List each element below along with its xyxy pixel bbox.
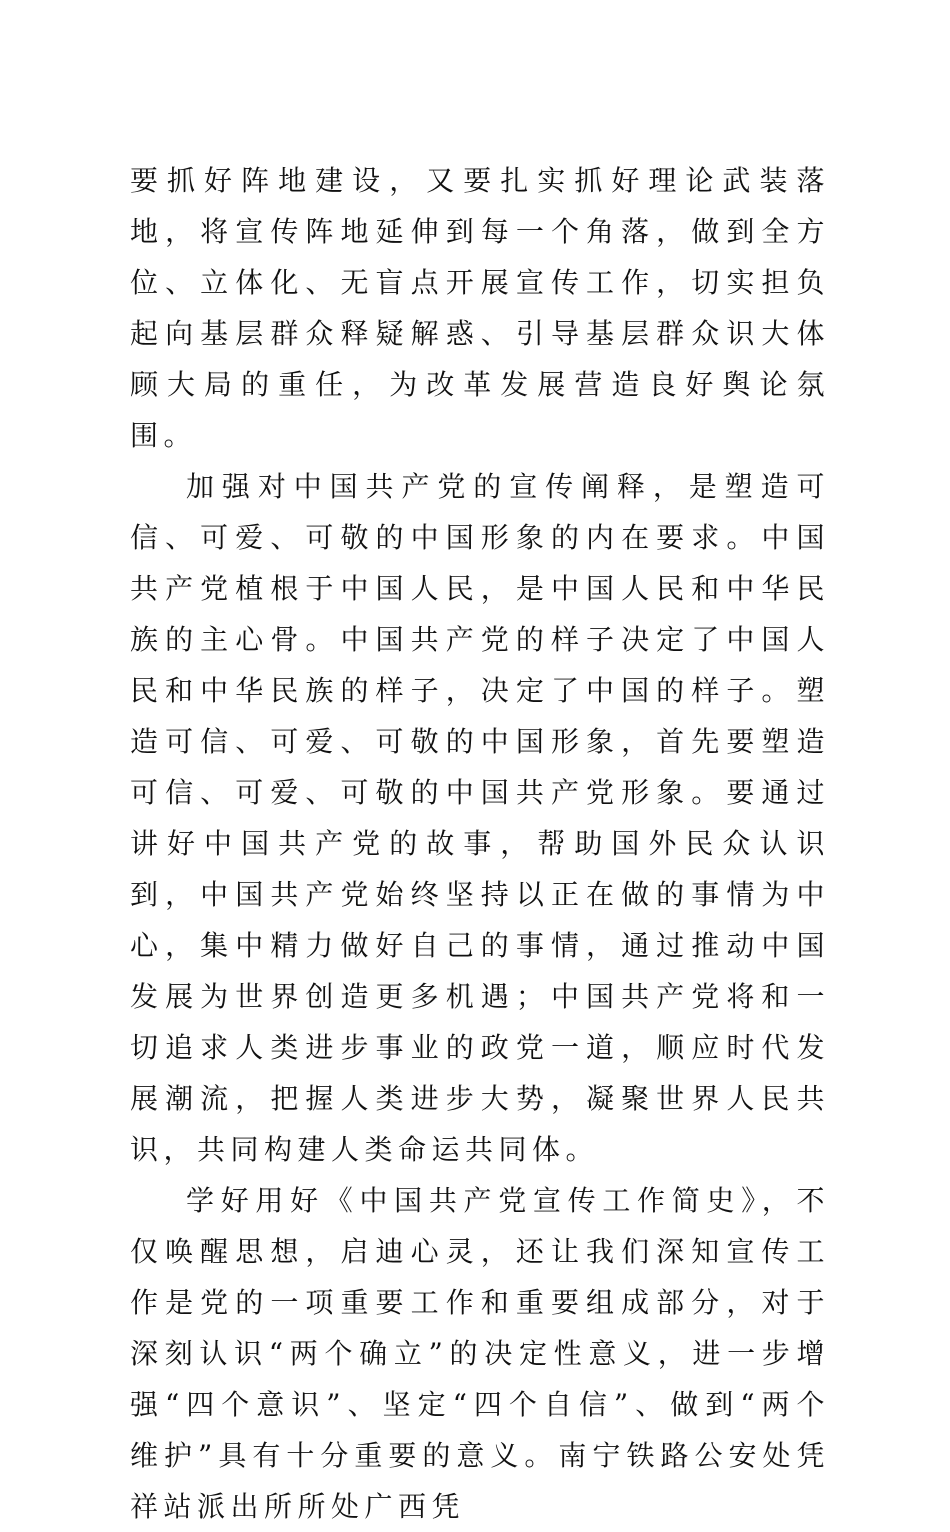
body-text <box>130 155 830 1532</box>
paragraph-2: 加强对中国共产党的宣传阐释，是塑造可信、可爱、可敬的中国形象的内在要求。中国共产党植根于中国人民，是中国人民和中华民族的主心骨。中国共产党的样子决定了中国人民和中华民族的样子，决定了中国的样子。塑造可信、可爱、可敬的中国形象，首先要塑造可信、可爱、可敬的中国共产党形象。要通过讲好中国共产党的故事，帮助国外民众认识到，中国共产党始终坚持以正在做的事情为中心，集中精力做好自己的事情，通过推动中国发展为世界创造更多机遇；中国共产党将和一切追求人类进步事业的政党一道，顺应时代发展潮流，把握人类进步大势，凝聚世界人民共识，共同构建人类命运共同体。 <box>130 470 830 1166</box>
paragraph-1: 要抓好阵地建设，又要扎实抓好理论武装落地，将宣传阵地延伸到每一个角落，做到全方位、立体化、无盲点开展宣传工作，切实担负起向基层群众释疑解惑、引导基层群众识大体顾大局的重任，为改革发展营造良好舆论氛围。 <box>130 164 830 452</box>
paragraph-3: 学好用好《中国共产党宣传工作简史》，不仅唤醒思想，启迪心灵，还让我们深知宣传工作是党的一项重要工作和重要组成部分，对于深刻认识“两个确立”的决定性意义，进一步增强“四个意识”、坚定“四个自信”、做到“两个维护”具有十分重要的意义。南宁铁路公安处凭祥站派出所所处广西凭 <box>130 1184 830 1523</box>
